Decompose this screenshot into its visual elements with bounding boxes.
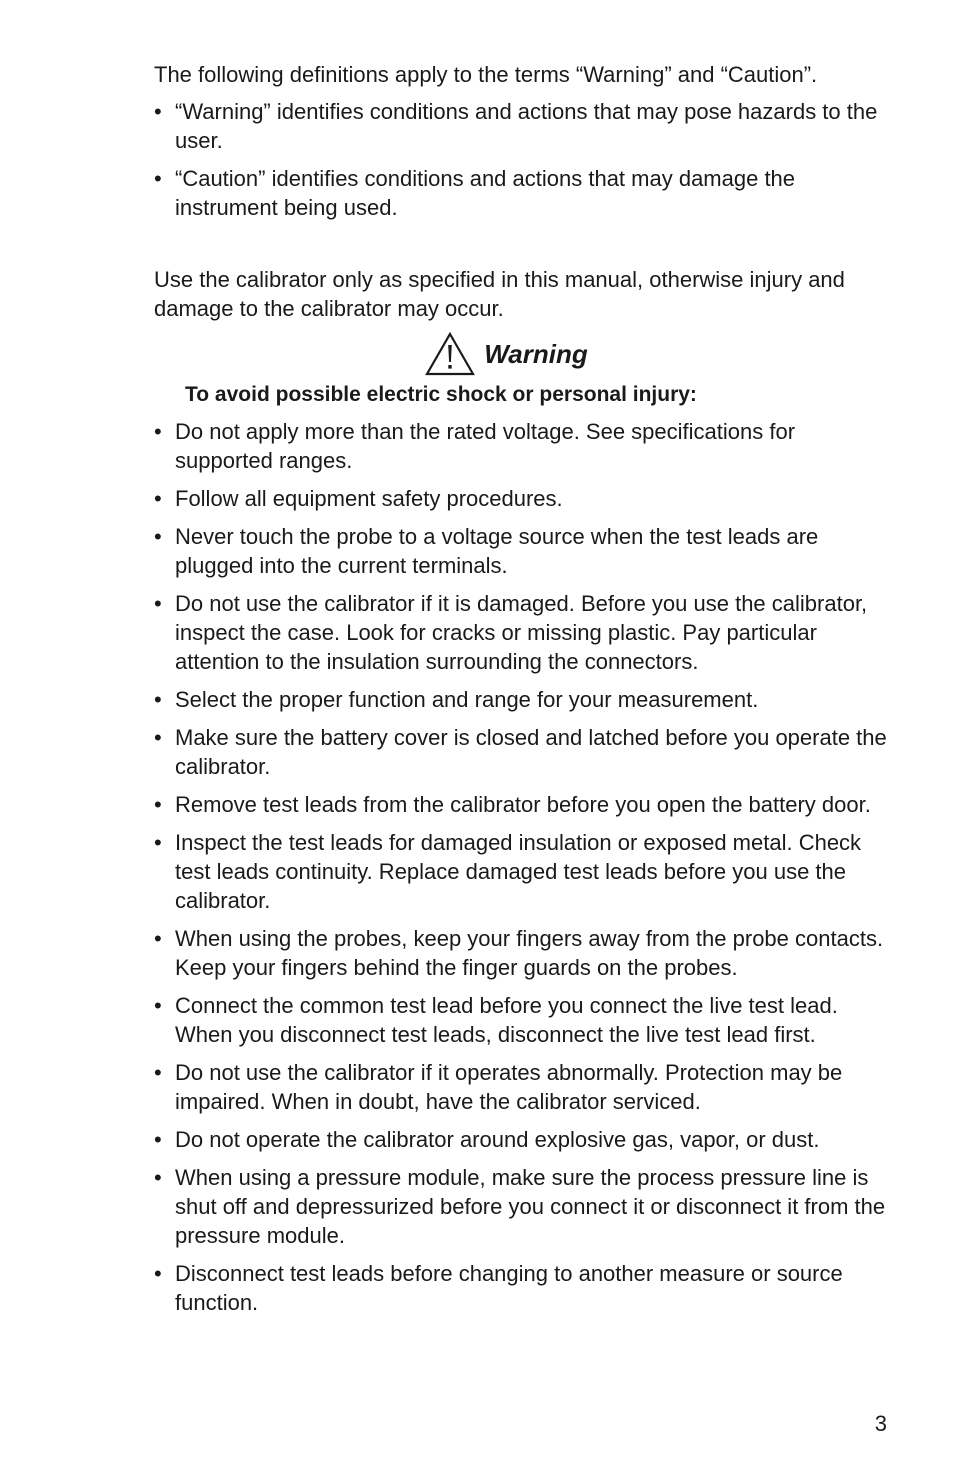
warning-item xyxy=(154,589,894,676)
warning-item xyxy=(154,828,894,915)
bullet-icon: • xyxy=(154,1165,162,1190)
bullet-icon: • xyxy=(154,419,162,444)
definitions-intro: The following definitions apply to the terms “Warning” and “Caution”. xyxy=(154,62,818,87)
definition-item xyxy=(154,164,894,222)
bullet-icon: • xyxy=(154,99,162,124)
bullet-icon: • xyxy=(154,1127,162,1152)
warning-item-text: When using a pressure module, make sure the process pressure line is shut off and depressurized before you connect it or disconnect it from the pressure module. xyxy=(175,1165,886,1248)
manual-page xyxy=(154,60,894,1326)
warning-item xyxy=(154,1259,894,1317)
usage-statement: Use the calibrator only as specified in this manual, otherwise injury and damage to the calibrator may occur. xyxy=(154,267,845,321)
warning-item-text: Inspect the test leads for damaged insulation or exposed metal. Check test leads continuity. Replace damaged test leads before you use the calibrator. xyxy=(175,830,862,913)
warning-item xyxy=(154,417,894,475)
bullet-icon: • xyxy=(154,524,162,549)
bullet-icon: • xyxy=(154,926,162,951)
definition-text: “Warning” identifies conditions and actions that may pose hazards to the user. xyxy=(175,99,878,153)
bullet-icon: • xyxy=(154,792,162,817)
bullet-icon: • xyxy=(154,166,162,191)
warning-item-text: Remove test leads from the calibrator before you open the battery door. xyxy=(175,792,871,817)
warning-item-text: Do not use the calibrator if it operates abnormally. Protection may be impaired. When in doubt, have the calibrator serviced. xyxy=(175,1060,843,1114)
warning-title: Warning xyxy=(484,339,588,369)
warning-item-text: When using the probes, keep your fingers away from the probe contacts. Keep your fingers behind the finger guards on the probes. xyxy=(175,926,884,980)
warning-triangle-icon xyxy=(424,331,476,377)
bullet-icon: • xyxy=(154,993,162,1018)
section-gap xyxy=(154,231,894,265)
warning-item-text: Do not apply more than the rated voltage. See specifications for supported ranges. xyxy=(175,419,796,473)
warning-item-text: Do not use the calibrator if it is damaged. Before you use the calibrator, inspect the case. Look for cracks or missing plastic. Pay particular attention to the insulation surrounding the connectors. xyxy=(175,591,868,674)
bullet-icon: • xyxy=(154,830,162,855)
warning-item-text: Connect the common test lead before you connect the live test lead. When you disconnect test leads, disconnect the live test lead first. xyxy=(175,993,838,1047)
warning-item xyxy=(154,685,894,714)
bullet-icon: • xyxy=(154,687,162,712)
warning-item-text: Disconnect test leads before changing to another measure or source function. xyxy=(175,1261,843,1315)
warning-list xyxy=(154,417,894,1317)
bullet-icon: • xyxy=(154,725,162,750)
warning-item-text: Do not operate the calibrator around explosive gas, vapor, or dust. xyxy=(175,1127,820,1152)
warning-item xyxy=(154,790,894,819)
warning-item xyxy=(154,1163,894,1250)
warning-item-text: Never touch the probe to a voltage source when the test leads are plugged into the current terminals. xyxy=(175,524,819,578)
warning-item-text: Make sure the battery cover is closed and latched before you operate the calibrator. xyxy=(175,725,887,779)
warning-item xyxy=(154,1058,894,1116)
warning-item xyxy=(154,723,894,781)
warning-heading xyxy=(118,329,894,379)
warning-item xyxy=(154,522,894,580)
warning-item-text: Select the proper function and range for your measurement. xyxy=(175,687,759,712)
bullet-icon: • xyxy=(154,591,162,616)
bullet-icon: • xyxy=(154,1060,162,1085)
warning-item xyxy=(154,484,894,513)
bullet-icon: • xyxy=(154,486,162,511)
bullet-icon: • xyxy=(154,1261,162,1286)
page-number: 3 xyxy=(874,1411,887,1436)
definition-item xyxy=(154,97,894,155)
warning-item xyxy=(154,1125,894,1154)
warning-item xyxy=(154,924,894,982)
warning-item-text: Follow all equipment safety procedures. xyxy=(175,486,563,511)
warning-item xyxy=(154,991,894,1049)
warning-subtitle: To avoid possible electric shock or personal injury: xyxy=(185,383,697,406)
definitions-list xyxy=(154,97,894,222)
definition-text: “Caution” identifies conditions and actions that may damage the instrument being used. xyxy=(175,166,796,220)
